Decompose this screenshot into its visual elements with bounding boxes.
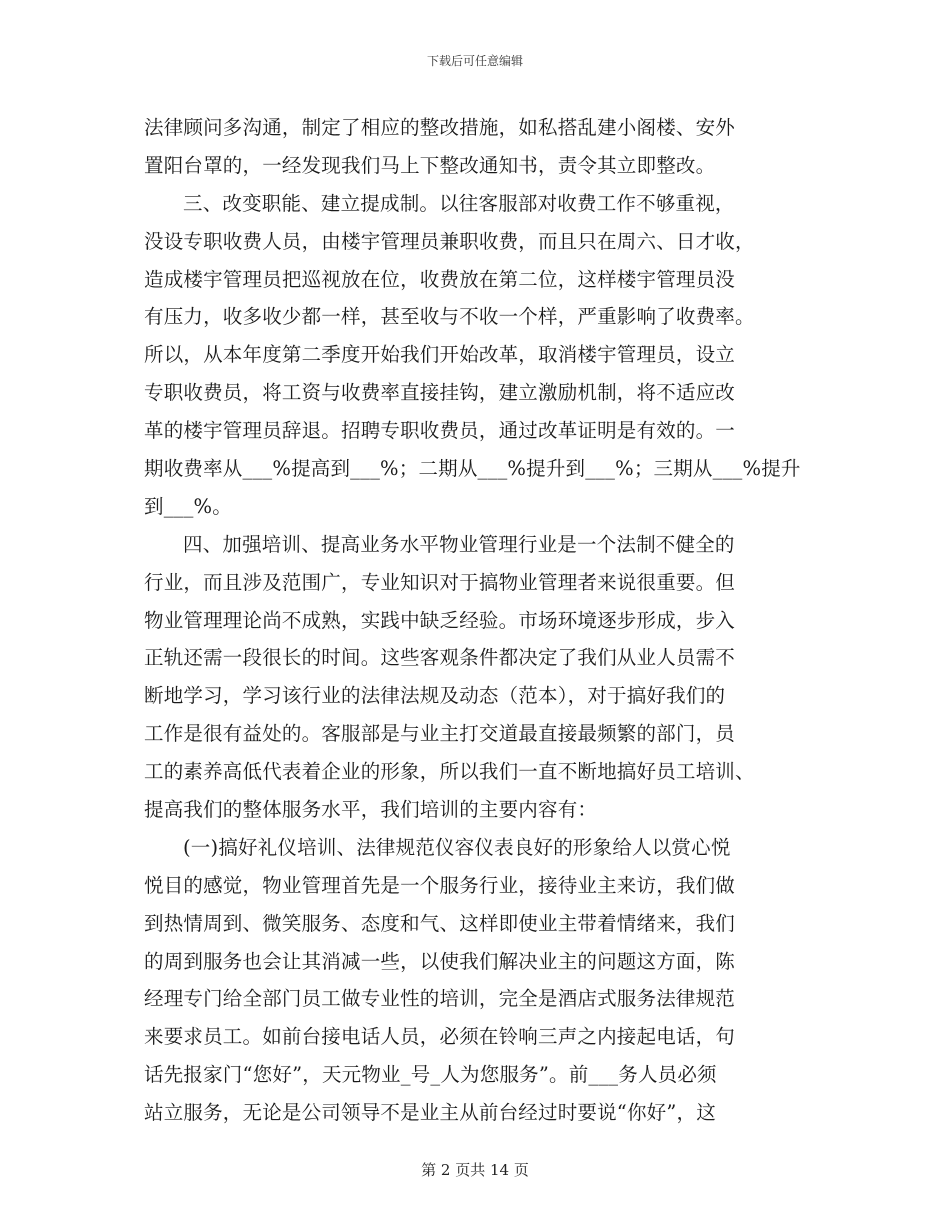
text-line: 行业，而且涉及范围广，专业知识对于搞物业管理者来说很重要。但 [144, 570, 736, 594]
text-line: 专职收费员，将工资与收费率直接挂钩，建立激励机制，将不适应改 [144, 381, 736, 405]
text-line: 来要求员工。如前台接电话人员，必须在铃响三声之内接起电话，句 [144, 1025, 736, 1049]
page-number: 第 2 页共 14 页 [421, 1161, 529, 1179]
text-line: 断地学习，学习该行业的法律法规及动态（范本），对于搞好我们的 [144, 684, 726, 708]
text-line: 话先报家门“您好”，天元物业_号_人为您服务”。前___务人员必须 [144, 1063, 717, 1087]
paragraph-start-line: 三、改变职能、建立提成制。以往客服部对收费工作不够重视， [183, 191, 735, 215]
text-line: 没设专职收费人员，由楼宇管理员兼职收费，而且只在周六、日才收， [144, 229, 755, 253]
paragraph-start-line: (一)搞好礼仪培训、法律规范仪容仪表良好的形象给人以赏心悦 [183, 835, 731, 859]
text-line: 正轨还需一段很长的时间。这些客观条件都决定了我们从业人员需不 [144, 646, 736, 670]
text-line: 工的素养高低代表着企业的形象，所以我们一直不断地搞好员工培训、 [144, 760, 755, 784]
text-line: 有压力，收多收少都一样，甚至收与不收一个样，严重影响了收费率。 [144, 305, 755, 329]
text-line: 到___%。 [144, 494, 232, 518]
text-line: 工作是很有益处的。客服部是与业主打交道最直接最频繁的部门，员 [144, 722, 736, 746]
text-line: 造成楼宇管理员把巡视放在位，收费放在第二位，这样楼宇管理员没 [144, 267, 736, 291]
text-line: 到热情周到、微笑服务、态度和气、这样即使业主带着情绪来，我们 [144, 911, 736, 935]
text-line: 期收费率从___%提高到___%；二期从___%提升到___%；三期从___%提升 [144, 457, 801, 481]
text-line: 悦目的感觉，物业管理首先是一个服务行业，接待业主来访，我们做 [144, 873, 736, 897]
text-line: 物业管理理论尚不成熟，实践中缺乏经验。市场环境逐步形成，步入 [144, 608, 736, 632]
text-line: 经理专门给全部门员工做专业性的培训，完全是酒店式服务法律规范 [144, 987, 736, 1011]
page-header: 下载后可任意编辑 [426, 54, 523, 68]
text-line: 法律顾问多沟通，制定了相应的整改措施，如私搭乱建小阁楼、安外 [144, 116, 736, 139]
document-body [144, 109, 812, 1132]
text-line: 提高我们的整体服务水平，我们培训的主要内容有： [144, 798, 598, 822]
text-line: 的周到服务也会让其消减一些，以使我们解决业主的问题这方面，陈 [144, 949, 736, 973]
paragraph-start-line: 四、加强培训、提高业务水平物业管理行业是一个法制不健全的 [183, 532, 735, 556]
text-line: 革的楼宇管理员辞退。招聘专职收费员，通过改革证明是有效的。一 [144, 419, 736, 443]
text-line: 置阳台罩的，一经发现我们马上下整改通知书，责令其立即整改。 [144, 153, 716, 177]
text-line: 站立服务，无论是公司领导不是业主从前台经过时要说“你好”，这 [144, 1101, 716, 1125]
text-line: 所以，从本年度第二季度开始我们开始改革，取消楼宇管理员，设立 [144, 343, 736, 367]
